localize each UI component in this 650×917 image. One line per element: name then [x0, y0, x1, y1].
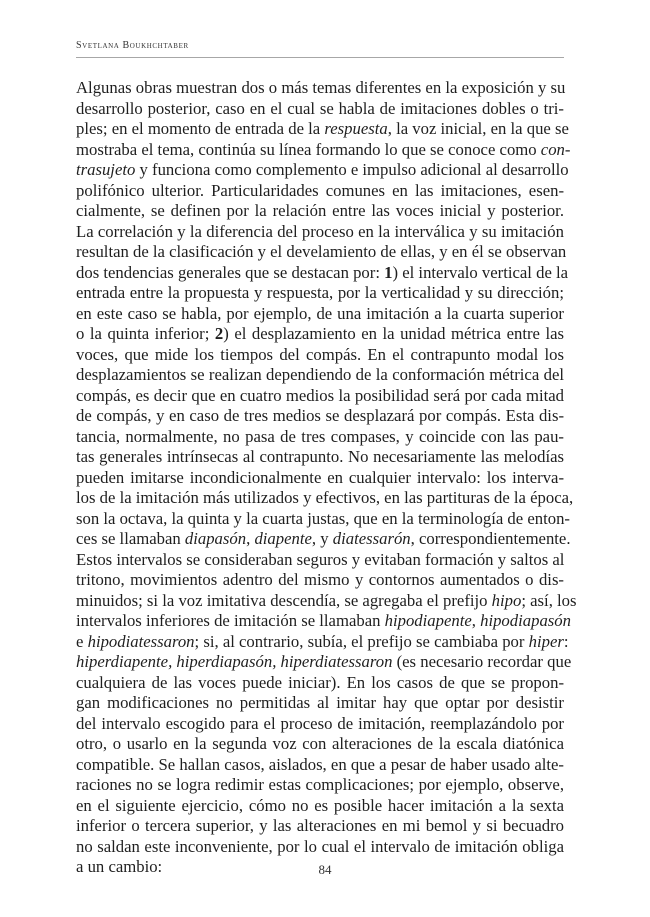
text-run: los de la imitación más utilizados y efectivos, en las partituras de la época, [76, 488, 574, 507]
text-line [76, 631, 569, 653]
text-run: del intervalo escogido para el proceso de imitación, reemplazándolo por [76, 713, 564, 733]
text-line [76, 468, 564, 489]
text-line [76, 324, 564, 345]
text-line [76, 345, 564, 366]
text-run: desarrollo posterior, caso en el cual se habla de imitaciones dobles o tri- [76, 98, 564, 118]
text-line [76, 734, 564, 755]
bold-number: 1 [384, 262, 393, 282]
text-run: de compás, y en caso de tres medios se desplazará por compás. Esta dis- [76, 406, 564, 425]
text-line [76, 816, 564, 837]
text-run: intervalos inferiores de imitación se llamaban [76, 611, 385, 630]
text-run: Algunas obras muestran dos o más temas diferentes en la exposición y su [76, 78, 566, 97]
text-line [76, 796, 564, 817]
italic-term: diatessarón [332, 529, 411, 548]
text-run: e [76, 631, 88, 651]
text-run: entrada entre la propuesta y respuesta, por la verticalidad y su dirección; [76, 283, 564, 302]
text-line [76, 242, 567, 263]
text-run: no saldan este inconveniente, por lo cual el intervalo de imitación obliga [76, 836, 564, 856]
text-run: ; así, los [521, 590, 577, 610]
italic-term: hipodiatessaron [87, 631, 195, 651]
text-line [76, 508, 570, 530]
text-line [76, 262, 569, 284]
italic-term: con- [540, 139, 571, 159]
text-line [76, 119, 569, 140]
text-run: cualquiera de las voces puede iniciar). En los casos de que se propon- [76, 672, 564, 692]
text-run: cialmente, se definen por la relación entre las voces inicial y posterior. [76, 201, 564, 220]
text-run: minuidos; si la voz imitativa descendía, se agregaba el prefijo [76, 590, 492, 610]
italic-term: respuesta [324, 119, 388, 138]
text-line [76, 139, 571, 161]
text-line [76, 160, 569, 181]
text-line [76, 304, 564, 325]
running-head: Svetlana Boukhchtaber [76, 40, 189, 51]
text-line [76, 755, 564, 776]
italic-term: hiperdiapente, hiperdiapasón, hiperdiatessaron [76, 652, 393, 671]
text-run: inferior o tercera superior, y las alteraciones en mi bemol y si becuadro [76, 816, 564, 835]
text-line [76, 427, 564, 448]
text-line [76, 447, 564, 468]
text-run: , correspondientemente. [410, 529, 571, 548]
text-line [76, 201, 564, 222]
text-run: , y [311, 529, 333, 548]
text-run: (es necesario recordar que [392, 652, 572, 671]
text-line [76, 590, 577, 612]
italic-term: diapasón [184, 529, 247, 548]
text-line [76, 714, 564, 735]
text-run: , la voz inicial, en la que se [387, 119, 569, 138]
text-line [76, 652, 572, 673]
text-run: pueden imitarse incondicionalmente en cualquier intervalo: los interva- [76, 467, 564, 487]
text-run: dos tendencias generales que se destacan por: [76, 262, 385, 282]
text-run: tritono, movimientos adentro del mismo y contornos aumentados o dis- [76, 570, 564, 589]
text-run: mostraba el tema, continúa su línea formando lo que se conoce como [76, 139, 541, 159]
italic-term: hiper [528, 631, 564, 651]
body-paragraph [76, 78, 577, 878]
text-run: voces, que mide los tiempos del compás. En el contrapunto modal los [76, 344, 564, 364]
text-run: en este caso se habla, por ejemplo, de una imitación a la cuarta superior [76, 303, 564, 323]
italic-term: hipodiapente [384, 611, 472, 630]
text-run: o la quinta inferior; [76, 324, 215, 343]
italic-term: trasujeto [76, 160, 136, 179]
text-run: y funciona como complemento e impulso adicional al desarrollo [135, 160, 569, 179]
text-line [76, 283, 564, 304]
page-number: 84 [318, 862, 332, 877]
text-run: a un cambio: [76, 857, 163, 876]
text-line [76, 570, 564, 591]
italic-term: hipo [491, 590, 522, 610]
text-run: , [471, 611, 481, 630]
text-run: ; si, al contrario, subía, el prefijo se cambiaba por [194, 631, 529, 651]
text-line [76, 99, 564, 120]
text-line [76, 673, 564, 694]
text-run: desplazamientos se realizan dependiendo de la conformación métrica del [76, 365, 564, 384]
text-run: compás, es decir que en cuatro medios la posibilidad será por cada mitad [76, 385, 564, 405]
text-line [76, 406, 564, 427]
italic-term: hipodiapasón [480, 611, 571, 630]
text-line [76, 222, 564, 243]
text-line [76, 488, 574, 509]
text-run: ces se llamaban [76, 529, 185, 548]
text-line [76, 365, 564, 386]
text-run: resultan de la clasificación y el develamiento de ellas, y en él se observan [76, 242, 567, 261]
header-rule [76, 57, 564, 58]
text-line [76, 837, 564, 858]
text-line [76, 181, 564, 202]
text-run: raciones no se logra redimir estas complicaciones; por ejemplo, observe, [76, 775, 564, 794]
text-run: tancia, normalmente, no pasa de tres compases, y coincide con las pau- [76, 426, 564, 446]
text-run: gan modificaciones no permitidas al imitar hay que optar por desistir [76, 693, 564, 712]
text-run: La correlación y la diferencia del proceso en la interválica y su imitación [76, 221, 564, 241]
text-run: , [246, 529, 255, 548]
text-line [76, 775, 564, 796]
text-line [76, 529, 571, 550]
text-run: tas generales intrínsecas al contrapunto. No necesariamente las melodías [76, 447, 564, 466]
text-run: ) el desplazamiento en la unidad métrica entre las [223, 324, 564, 343]
text-run: polifónico ulterior. Particularidades comunes en las imitaciones, esen- [76, 180, 564, 200]
text-run: ples; en el momento de entrada de la [76, 119, 325, 138]
text-run: Estos intervalos se consideraban seguros y evitaban formación y saltos al [76, 549, 565, 569]
text-run: ) el intervalo vertical de la [392, 262, 569, 282]
text-run: compatible. Se hallan casos, aislados, en que a pesar de haber usado alte- [76, 754, 564, 774]
italic-term: diapente [254, 529, 312, 548]
text-line [76, 550, 564, 571]
text-run: otro, o usarlo en la segunda voz con alteraciones de la escala diatónica [76, 734, 564, 753]
text-run: : [563, 631, 569, 651]
text-line [76, 611, 571, 632]
text-line [76, 386, 564, 407]
bold-number: 2 [214, 324, 224, 343]
text-line [76, 78, 564, 99]
text-run: en el siguiente ejercicio, cómo no es posible hacer imitación a la sexta [76, 795, 564, 815]
text-line [76, 693, 564, 714]
text-run: son la octava, la quinta y la cuarta justas, que en la terminología de enton- [76, 508, 570, 528]
